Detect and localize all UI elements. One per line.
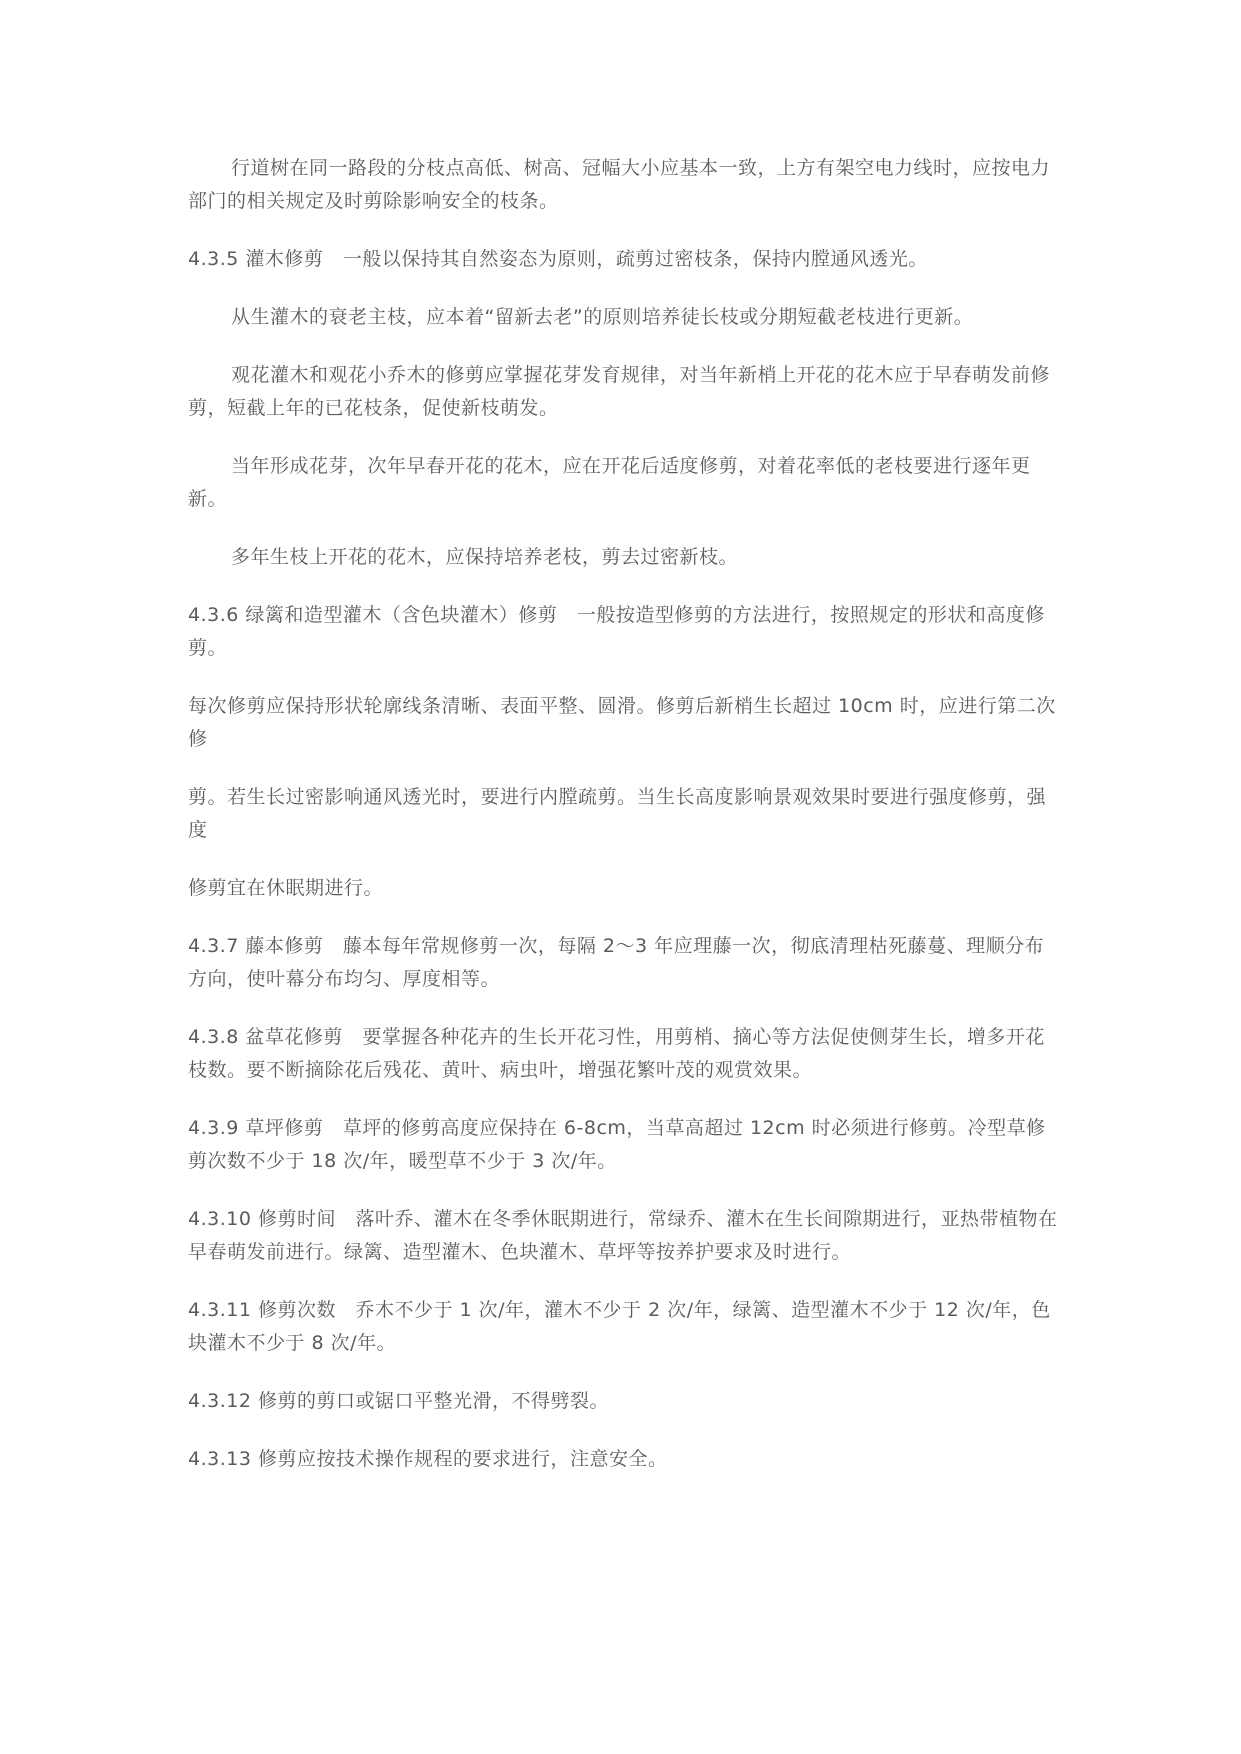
paragraph-4-3-12-cut-surface: 4.3.12 修剪的剪口或锯口平整光滑，不得劈裂。 (188, 1390, 609, 1412)
paragraph-flower-buds: 当年形成花芽，次年早春开花的花木，应在开花后适度修剪，对着花率低的老枝要进行逐年更新。 (188, 455, 1031, 510)
paragraph-flowering-shrubs: 观花灌木和观花小乔木的修剪应掌握花芽发育规律，对当年新梢上开花的花木应于早春萌发前修剪，短截上年的已花枝条，促使新枝萌发。 (188, 364, 1051, 419)
paragraph-4-3-9-lawn-mowing: 4.3.9 草坪修剪 草坪的修剪高度应保持在 6-8cm，当草高超过 12cm 时必须进行修剪。冷型草修剪次数不少于 18 次/年，暖型草不少于 3 次/年。 (188, 1117, 1046, 1172)
paragraph-clump-shrubs: 从生灌木的衰老主枝，应本着“留新去老”的原则培养徒长枝或分期短截老枝进行更新。 (231, 306, 974, 328)
paragraph-each-pruning: 每次修剪应保持形状轮廓线条清晰、表面平整、圆滑。修剪后新梢生长超过 10cm 时，应进行第二次修 (188, 695, 1056, 750)
paragraph-4-3-13-safety: 4.3.13 修剪应按技术操作规程的要求进行，注意安全。 (188, 1448, 668, 1470)
paragraph-street-trees: 行道树在同一路段的分枝点高低、树高、冠幅大小应基本一致，上方有架空电力线时，应按电力部门的相关规定及时剪除影响安全的枝条。 (188, 157, 1051, 212)
paragraph-4-3-8-potted-flower-pruning: 4.3.8 盆草花修剪 要掌握各种花卉的生长开花习性，用剪梢、摘心等方法促使侧芽生长，增多开花枝数。要不断摘除花后残花、黄叶、病虫叶，增强花繁叶茂的观赏效果。 (188, 1026, 1045, 1081)
paragraph-4-3-10-pruning-time: 4.3.10 修剪时间 落叶乔、灌木在冬季休眠期进行，常绿乔、灌木在生长间隙期进行，亚热带植物在早春萌发前进行。绿篱、造型灌木、色块灌木、草坪等按养护要求及时进行。 (188, 1208, 1058, 1263)
paragraph-4-3-6-hedge-pruning: 4.3.6 绿篱和造型灌木（含色块灌木）修剪 一般按造型修剪的方法进行，按照规定的形状和高度修剪。 (188, 604, 1045, 659)
paragraph-4-3-5-shrub-pruning: 4.3.5 灌木修剪 一般以保持其自然姿态为原则，疏剪过密枝条，保持内膛通风透光。 (188, 248, 928, 270)
document-body (188, 152, 1058, 1501)
paragraph-4-3-7-vine-pruning: 4.3.7 藤本修剪 藤本每年常规修剪一次，每隔 2～3 年应理藤一次，彻底清理枯死藤蔓、理顺分布方向，使叶幕分布均匀、厚度相等。 (188, 935, 1045, 990)
paragraph-dormant-period: 修剪宜在休眠期进行。 (188, 877, 384, 899)
paragraph-thinning: 剪。若生长过密影响通风透光时，要进行内膛疏剪。当生长高度影响景观效果时要进行强度修剪，强度 (188, 786, 1047, 841)
paragraph-perennial-branches: 多年生枝上开花的花木，应保持培养老枝，剪去过密新枝。 (231, 546, 739, 568)
paragraph-4-3-11-pruning-frequency: 4.3.11 修剪次数 乔木不少于 1 次/年，灌木不少于 2 次/年，绿篱、造型灌木不少于 12 次/年，色块灌木不少于 8 次/年。 (188, 1299, 1051, 1354)
